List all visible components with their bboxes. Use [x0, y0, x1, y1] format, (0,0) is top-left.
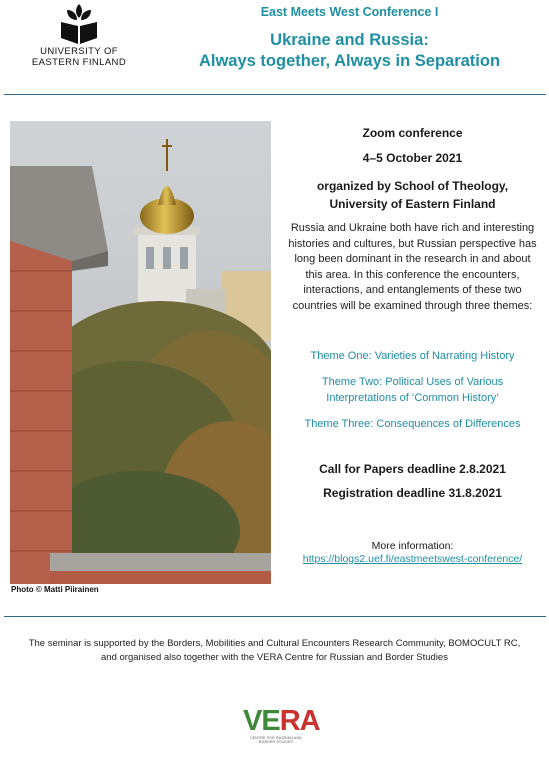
uef-book-leaf-icon [57, 2, 101, 46]
conference-dates: 4–5 October 2021 [362, 151, 463, 165]
cfp-deadline: Call for Papers deadline 2.8.2021 [319, 462, 506, 476]
theme-two: Theme Two: Political Uses of Various Interpretations of ‘Common History’ [321, 376, 504, 404]
conference-description: Russia and Ukraine both have rich and interesting histories and cultures, but Russian perspective has long been dominant in the research in and about this area. In this conference the encounters, interactions, and entanglements of these two countries will be examined through three themes: [288, 222, 537, 312]
uef-logo [20, 2, 138, 74]
title-line2: Always together, Always in Separation [198, 52, 501, 70]
theme-one: Theme One: Varieties of Narrating History [310, 350, 515, 362]
vera-logo [243, 705, 320, 746]
header-divider [4, 94, 546, 95]
cathedral-photo [10, 121, 271, 584]
vera-tagline: CENTRE FOR RUSSIAN AND BORDER STUDIES [250, 736, 302, 744]
support-text: The seminar is supported by the Borders, Mobilities and Cultural Encounters Research Community, BOMOCULT RC, and organised also together with the VERA Centre for Russian and Border Studies [28, 638, 521, 663]
registration-deadline: Registration deadline 31.8.2021 [323, 486, 502, 500]
footer-divider [4, 616, 546, 617]
organizer-line2: University of Eastern Finland [329, 197, 496, 211]
vera-wordmark: VERA [243, 705, 320, 737]
conference-format: Zoom conference [362, 126, 463, 140]
photo-credit: Photo © Matti Piirainen [11, 585, 99, 594]
university-name-line2: EASTERN FINLAND [31, 57, 127, 68]
organizer [285, 177, 540, 213]
title-line1: Ukraine and Russia: [270, 31, 429, 49]
university-name-line1: UNIVERSITY OF [40, 46, 118, 57]
cathedral-photo-image [10, 121, 271, 584]
theme-three: Theme Three: Consequences of Differences [304, 418, 521, 430]
conference-title [150, 30, 549, 72]
more-info-link[interactable]: https://blogs2.uef.fi/eastmeetswest-conference/ [302, 553, 523, 565]
series-title: East Meets West Conference I [260, 5, 439, 19]
organizer-line1: organized by School of Theology, [316, 179, 509, 193]
more-info-label: More information: [371, 540, 454, 552]
